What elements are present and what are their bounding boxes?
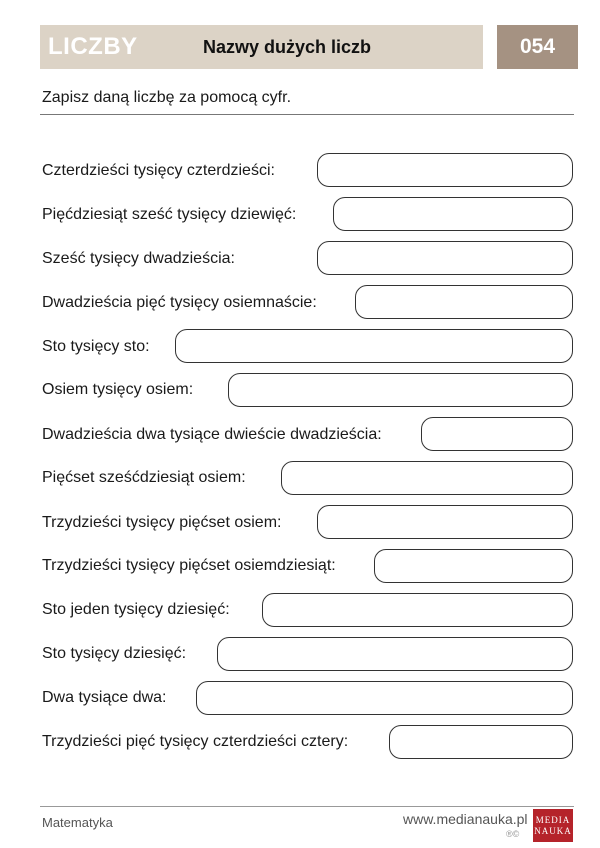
divider-top (40, 114, 574, 115)
answer-input[interactable] (262, 593, 573, 627)
exercise-label: Trzydzieści tysięcy pięćset osiem: (42, 514, 282, 531)
exercise-label: Osiem tysięcy osiem: (42, 381, 194, 398)
page-number-box (497, 25, 578, 69)
exercise-label: Sto tysięcy sto: (42, 338, 150, 355)
footer-copyright: ®© (506, 829, 520, 839)
exercise-label: Sześć tysięcy dwadzieścia: (42, 250, 235, 267)
page-number: 054 (519, 35, 556, 58)
answer-input[interactable] (355, 285, 573, 319)
exercise-label: Dwadzieścia pięć tysięcy osiemnaście: (42, 294, 317, 311)
answer-input[interactable] (196, 681, 573, 715)
answer-input[interactable] (228, 373, 573, 407)
exercise-label: Trzydzieści tysięcy pięćset osiemdziesiąt: (42, 557, 336, 574)
answer-input[interactable] (317, 505, 573, 539)
exercise-label: Dwadzieścia dwa tysiące dwieście dwadzieścia: (42, 426, 382, 443)
answer-input[interactable] (421, 417, 573, 451)
divider-bottom (40, 806, 574, 807)
medianauka-logo (533, 809, 573, 842)
answer-input[interactable] (389, 725, 573, 759)
answer-input[interactable] (281, 461, 573, 495)
exercise-label: Sto jeden tysięcy dziesięć: (42, 601, 230, 618)
page-title: Nazwy dużych liczb (203, 37, 372, 57)
exercise-label: Pięćset sześćdziesiąt osiem: (42, 469, 246, 486)
answer-input[interactable] (374, 549, 573, 583)
footer-subject: Matematyka (42, 815, 113, 830)
logo-line-2: NAUKA (534, 825, 572, 836)
exercise-label: Czterdzieści tysięcy czterdzieści: (42, 162, 275, 179)
footer-website: www.medianauka.pl (403, 811, 528, 827)
exercise-label: Pięćdziesiąt sześć tysięcy dziewięć: (42, 206, 297, 223)
category-title: LICZBY (48, 33, 138, 60)
answer-input[interactable] (333, 197, 573, 231)
exercise-label: Trzydzieści pięć tysięcy czterdzieści cztery: (42, 733, 349, 750)
exercise-label: Sto tysięcy dziesięć: (42, 645, 187, 662)
logo-line-1: MEDIA (535, 814, 571, 825)
answer-input[interactable] (175, 329, 573, 363)
answer-input[interactable] (217, 637, 573, 671)
answer-input[interactable] (317, 241, 573, 275)
exercise-label: Dwa tysiące dwa: (42, 689, 167, 706)
answer-input[interactable] (317, 153, 573, 187)
instruction-text: Zapisz daną liczbę za pomocą cyfr. (42, 89, 292, 106)
